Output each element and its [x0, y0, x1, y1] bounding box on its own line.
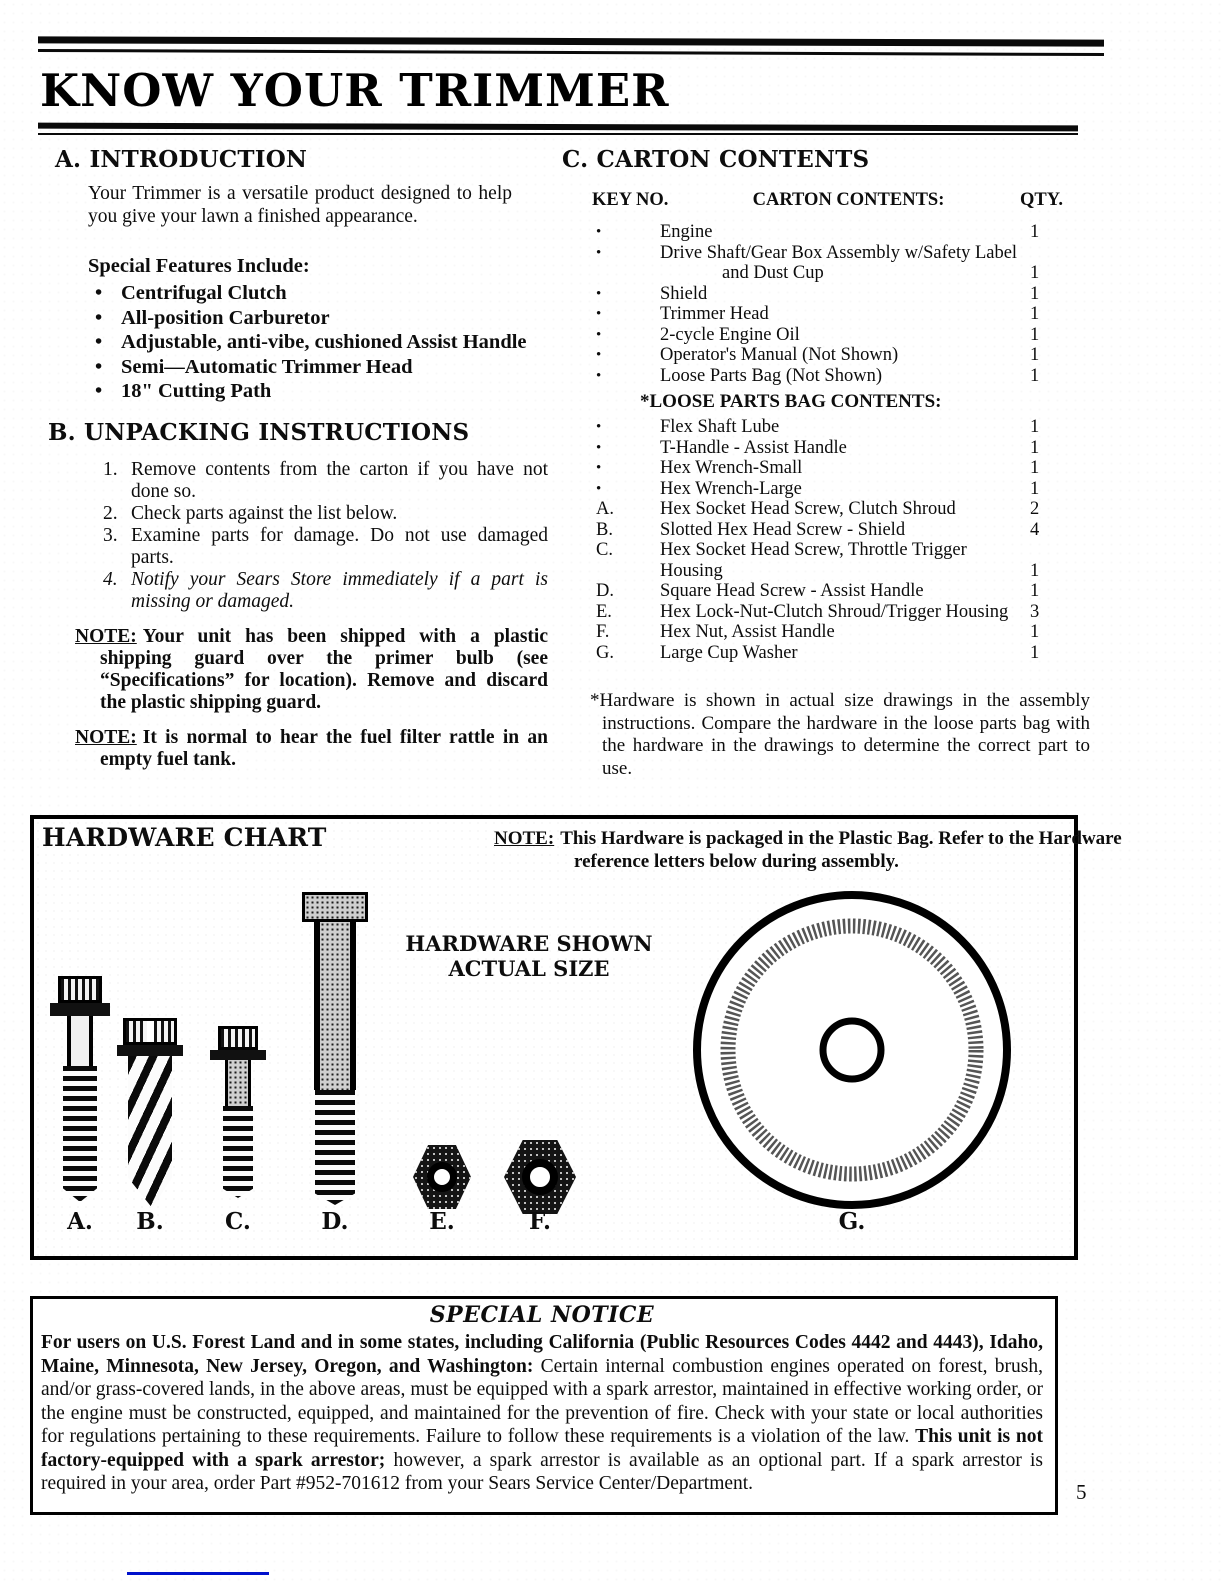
table-row: [562, 345, 1078, 366]
row-key: C.: [596, 540, 613, 560]
row-desc: Hex Wrench-Small: [660, 458, 803, 478]
step-text: Examine parts for damage. Do not use damaged parts.: [131, 524, 548, 568]
top-rule-thick: [38, 36, 1104, 46]
row-key: •: [596, 439, 602, 456]
hardware-label-a: A.: [67, 1208, 93, 1235]
row-desc: Hex Nut, Assist Handle: [660, 622, 835, 642]
row-qty: 4: [1030, 519, 1040, 540]
washer-g-drawing: [682, 880, 1022, 1220]
page-title: KNOW YOUR TRIMMER: [40, 64, 670, 117]
column-header-desc: CARTON CONTENTS:: [752, 190, 945, 210]
screw-c-drawing: [210, 1026, 266, 1198]
row-qty: 3: [1030, 601, 1040, 622]
step-number: 4.: [103, 568, 118, 590]
notice-bold-intro: For users on U.S. Forest Land and in some states, including California (Public Resources Codes 4442 and 4443), Idaho, Maine, Minnesota, New Jersey, Oregon, and Washington:: [41, 1332, 1043, 1377]
features-list: [95, 281, 552, 404]
row-key: •: [596, 306, 602, 322]
carton-rows: [562, 222, 1078, 386]
row-key: A.: [596, 499, 614, 519]
row-desc-line2: and Dust Cup: [722, 263, 824, 283]
row-qty: 1: [1030, 560, 1040, 581]
row-key: •: [596, 460, 602, 476]
row-qty: 1: [1030, 283, 1040, 304]
special-notice-box: [30, 1296, 1058, 1515]
actual-size-line1: HARDWARE SHOWN: [405, 931, 653, 956]
hardware-label-g: G.: [838, 1208, 866, 1235]
hardware-footnote: *Hardware is shown in actual size drawings in the assembly instructions. Compare the hardware in the loose parts bag with the hardware in the drawings to determine the correct part to use.: [590, 690, 1090, 779]
table-row: [562, 602, 1078, 623]
hardware-label-e: E.: [429, 1208, 455, 1235]
row-desc: Hex Socket Head Screw, Throttle Trigger Housing: [660, 540, 967, 581]
nut-e-drawing: [413, 1145, 471, 1209]
unpacking-step: [103, 459, 552, 503]
table-row: [562, 643, 1078, 664]
screw-d-drawing: [302, 892, 368, 1205]
row-desc: 2-cycle Engine Oil: [660, 324, 800, 345]
features-heading: Special Features Include:: [88, 255, 310, 277]
hardware-chart-note: [494, 827, 1160, 873]
row-key: F.: [596, 622, 610, 642]
table-row: [562, 284, 1078, 305]
title-rule-thick: [38, 123, 1078, 132]
left-column: [45, 146, 552, 771]
row-desc: Hex Lock-Nut-Clutch Shroud/Trigger Housing: [660, 601, 1009, 622]
introduction-paragraph: Your Trimmer is a versatile product designed to help you give your lawn a finished appearance.: [88, 183, 512, 227]
row-qty: 1: [1030, 581, 1040, 601]
row-qty: 1: [1030, 478, 1040, 499]
hardware-label-b: B.: [136, 1208, 164, 1235]
row-desc: Hex Wrench-Large: [660, 478, 802, 499]
row-desc: Square Head Screw - Assist Handle: [660, 581, 924, 601]
note-label: NOTE:: [75, 726, 137, 748]
unpacking-step: [103, 525, 552, 569]
fuel-filter-note: [75, 727, 548, 771]
note-text: This Hardware is packaged in the Plastic Bag. Refer to the Hardware reference letters below during assembly.: [560, 828, 1122, 872]
row-qty: 1: [1030, 417, 1040, 437]
feature-item: • 18" Cutting Path: [95, 379, 552, 404]
feature-item: • Centrifugal Clutch: [95, 281, 552, 306]
table-row: [562, 499, 1078, 520]
column-header-key: KEY NO.: [592, 190, 669, 210]
row-desc: Engine: [660, 222, 713, 242]
special-notice-body: [41, 1331, 1043, 1496]
row-desc: T-Handle - Assist Handle: [660, 437, 847, 458]
table-row: [562, 304, 1078, 325]
table-row: [562, 438, 1078, 459]
table-row: [562, 458, 1078, 479]
table-row: [562, 622, 1078, 643]
note-label: NOTE:: [75, 625, 137, 647]
row-desc-line1: Drive Shaft/Gear Box Assembly w/Safety Label: [660, 242, 1018, 263]
row-qty: 2: [1030, 499, 1040, 519]
right-column: [562, 146, 1090, 780]
row-key: •: [596, 326, 602, 343]
row-desc: Hex Socket Head Screw, Clutch Shroud: [660, 499, 956, 519]
screw-a-drawing: [50, 976, 110, 1202]
feature-item: • All-position Carburetor: [95, 306, 552, 331]
hardware-chart-heading: HARDWARE CHART: [42, 823, 327, 852]
unpacking-step: [103, 569, 552, 613]
unpacking-steps: [103, 459, 552, 613]
row-desc: Operator's Manual (Not Shown): [660, 345, 899, 365]
note-label: NOTE:: [494, 828, 555, 849]
note-text: Your unit has been shipped with a plastic shipping guard over the primer bulb (see “Specifications” for location). Remove and discard the plastic shipping guard.: [100, 625, 548, 713]
carton-contents-heading: C. CARTON CONTENTS: [562, 146, 870, 173]
row-qty: 1: [1030, 345, 1040, 365]
loose-parts-rows: [562, 417, 1078, 663]
page-number: 5: [1076, 1480, 1087, 1504]
row-desc: [660, 243, 1030, 284]
row-key: D.: [596, 581, 614, 601]
row-qty: 1: [1030, 642, 1040, 663]
table-row: [562, 366, 1078, 387]
row-key: •: [596, 480, 602, 497]
shipping-guard-note: [75, 626, 548, 714]
row-qty: 1: [1030, 324, 1040, 345]
screw-b-drawing: [117, 1018, 183, 1208]
notice-text: however, a spark arrestor is available as an optional part. If a spark arrestor is required in your area, order Part #952-701612 from your Sears Service Center/Department.: [41, 1449, 1043, 1494]
row-desc: Flex Shaft Lube: [660, 417, 780, 437]
notice-bold-mid: This unit is not factory-equipped with a spark arrestor;: [41, 1426, 1043, 1471]
table-row: [562, 325, 1078, 346]
unpacking-heading: B. UNPACKING INSTRUCTIONS: [48, 418, 470, 446]
table-row: [562, 520, 1078, 541]
table-row: [562, 417, 1078, 438]
row-key: •: [596, 367, 602, 384]
actual-size-line2: ACTUAL SIZE: [448, 956, 610, 981]
row-key: •: [596, 419, 602, 435]
row-key: B.: [596, 519, 613, 540]
row-qty: 1: [1030, 263, 1040, 283]
title-rule-thin: [38, 133, 1078, 135]
table-row: [562, 479, 1078, 500]
loose-parts-heading: *LOOSE PARTS BAG CONTENTS:: [640, 391, 942, 412]
row-qty: 1: [1030, 222, 1040, 242]
note-text: It is normal to hear the fuel filter rattle in an empty fuel tank.: [100, 726, 548, 770]
hardware-label-c: C.: [225, 1208, 251, 1235]
table-row: [562, 581, 1078, 602]
row-qty: 1: [1030, 365, 1040, 386]
row-desc: Trimmer Head: [660, 304, 769, 324]
row-key: •: [596, 224, 602, 240]
row-qty: 1: [1030, 622, 1040, 642]
step-number: 3.: [103, 524, 118, 546]
step-text: Notify your Sears Store immediately if a part is missing or damaged.: [131, 568, 548, 612]
top-rule-thin: [38, 49, 1104, 56]
row-desc: Large Cup Washer: [660, 642, 798, 663]
row-desc: Loose Parts Bag (Not Shown): [660, 365, 882, 386]
hardware-label-f: F.: [528, 1208, 552, 1235]
notice-text: Certain internal combustion engines operated on forest, brush, and/or grass-covered lands, in the above areas, must be equipped with a spark arrestor, maintained in effective working order, or the engine must be constructed, equipped, and maintained for the prevention of fire. Check with your state or local authorities for regulations pertaining to these requirements. Failure to follow these requirements is a violation of the law.: [41, 1355, 1043, 1447]
table-row: [562, 540, 1078, 581]
hardware-chart-box: [30, 815, 1122, 1260]
feature-item: • Adjustable, anti-vibe, cushioned Assist Handle: [95, 330, 552, 355]
row-desc: Shield: [660, 283, 708, 304]
table-row: [562, 222, 1078, 243]
row-key: E.: [596, 601, 612, 622]
row-key: •: [596, 244, 602, 261]
feature-item: • Semi—Automatic Trimmer Head: [95, 355, 552, 380]
row-qty: 1: [1030, 458, 1040, 478]
nut-f-drawing: [504, 1140, 576, 1214]
row-key: •: [596, 347, 602, 363]
row-key: •: [596, 285, 602, 302]
carton-table-header: [562, 190, 1078, 211]
special-notice-heading: SPECIAL NOTICE: [429, 1302, 655, 1328]
step-text: Check parts against the list below.: [131, 502, 398, 524]
step-text: Remove contents from the carton if you have not done so.: [131, 458, 548, 502]
hardware-label-d: D.: [321, 1208, 349, 1235]
row-desc: Slotted Hex Head Screw - Shield: [660, 519, 906, 540]
step-number: 1.: [103, 458, 118, 480]
column-header-qty: QTY.: [1020, 190, 1064, 210]
actual-size-label: [394, 931, 664, 981]
row-qty: 1: [1030, 437, 1040, 458]
scan-artifact-line: [127, 1572, 269, 1575]
introduction-heading: A. INTRODUCTION: [55, 146, 308, 173]
step-number: 2.: [103, 502, 118, 524]
row-qty: 1: [1030, 304, 1040, 324]
row-key: G.: [596, 642, 614, 663]
table-row: [562, 243, 1078, 284]
unpacking-step: [103, 503, 552, 525]
